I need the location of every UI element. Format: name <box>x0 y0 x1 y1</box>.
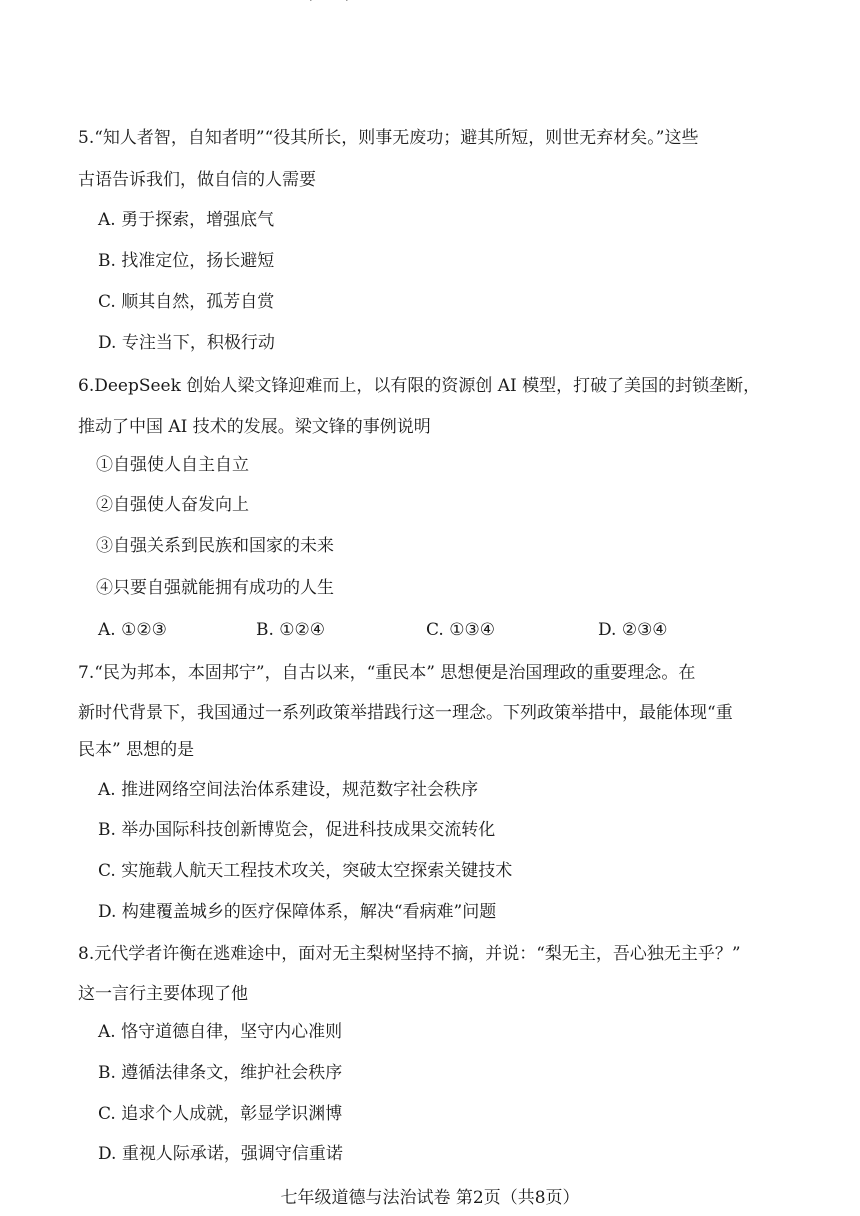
question-6-statement-1: ①自强使人自主自立 <box>96 455 249 475</box>
question-6-statement-2: ②自强使人奋发向上 <box>96 495 249 515</box>
question-8-option-a: A. 恪守道德自律，坚守内心准则 <box>98 1022 343 1042</box>
question-6-choice-a: A. ①②③ <box>98 620 167 640</box>
question-6-choice-d: D. ②③④ <box>598 620 668 640</box>
question-6-stem-line-1: 6.DeepSeek 创始人梁文锋迎难而上，以有限的资源创 AI 模型，打破了美国的封锁垄断， <box>78 376 761 396</box>
question-5-stem-line-1: 5.“知人者智，自知者明”“役其所长，则事无废功；避其所短，则世无弃材矣。”这些 <box>78 128 699 148</box>
question-7-stem-line-2: 新时代背景下，我国通过一系列政策举措践行这一理念。下列政策举措中，最能体现“重 <box>78 703 733 723</box>
question-8-stem-line-2: 这一言行主要体现了他 <box>78 984 248 1004</box>
question-5-option-d: D. 专注当下，积极行动 <box>98 333 275 353</box>
question-8-option-b: B. 遵循法律条文，维护社会秩序 <box>98 1063 343 1083</box>
question-7-option-c: C. 实施载人航天工程技术攻关，突破太空探索关键技术 <box>98 861 513 881</box>
question-6-choice-b: B. ①②④ <box>256 620 326 640</box>
question-6-choice-c: C. ①③④ <box>426 620 495 640</box>
question-7-option-d: D. 构建覆盖城乡的医疗保障体系，解决“看病难”问题 <box>98 902 497 922</box>
question-5-option-c: C. 顺其自然，孤芳自赏 <box>98 292 275 312</box>
question-6-stem-line-2: 推动了中国 AI 技术的发展。梁文锋的事例说明 <box>78 417 431 437</box>
question-7-option-a: A. 推进网络空间法治体系建设，规范数字社会秩序 <box>98 780 479 800</box>
question-6-statement-4: ④只要自强就能拥有成功的人生 <box>96 578 334 598</box>
question-7-option-b: B. 举办国际科技创新博览会，促进科技成果交流转化 <box>98 820 496 840</box>
question-5-option-b: B. 找准定位，扬长避短 <box>98 251 275 271</box>
question-8-stem-line-1: 8.元代学者许衡在逃难途中，面对无主梨树坚持不摘，并说：“梨无主，吾心独无主乎？” <box>78 944 741 964</box>
question-5-option-a: A. 勇于探索，增强底气 <box>98 210 275 230</box>
question-7-stem-line-1: 7.“民为邦本，本固邦宁”，自古以来，“重民本” 思想便是治国理政的重要理念。在 <box>78 663 696 683</box>
page-top-scan-mark <box>306 0 376 4</box>
question-8-option-d: D. 重视人际承诺，强调守信重诺 <box>98 1144 343 1164</box>
page-footer: 七年级道德与法治试卷 第2页（共8页） <box>280 1188 580 1208</box>
question-7-stem-line-3: 民本” 思想的是 <box>78 740 195 760</box>
question-8-option-c: C. 追求个人成就，彰显学识渊博 <box>98 1104 343 1124</box>
question-5-stem-line-2: 古语告诉我们，做自信的人需要 <box>78 170 316 190</box>
question-6-statement-3: ③自强关系到民族和国家的未来 <box>96 536 334 556</box>
